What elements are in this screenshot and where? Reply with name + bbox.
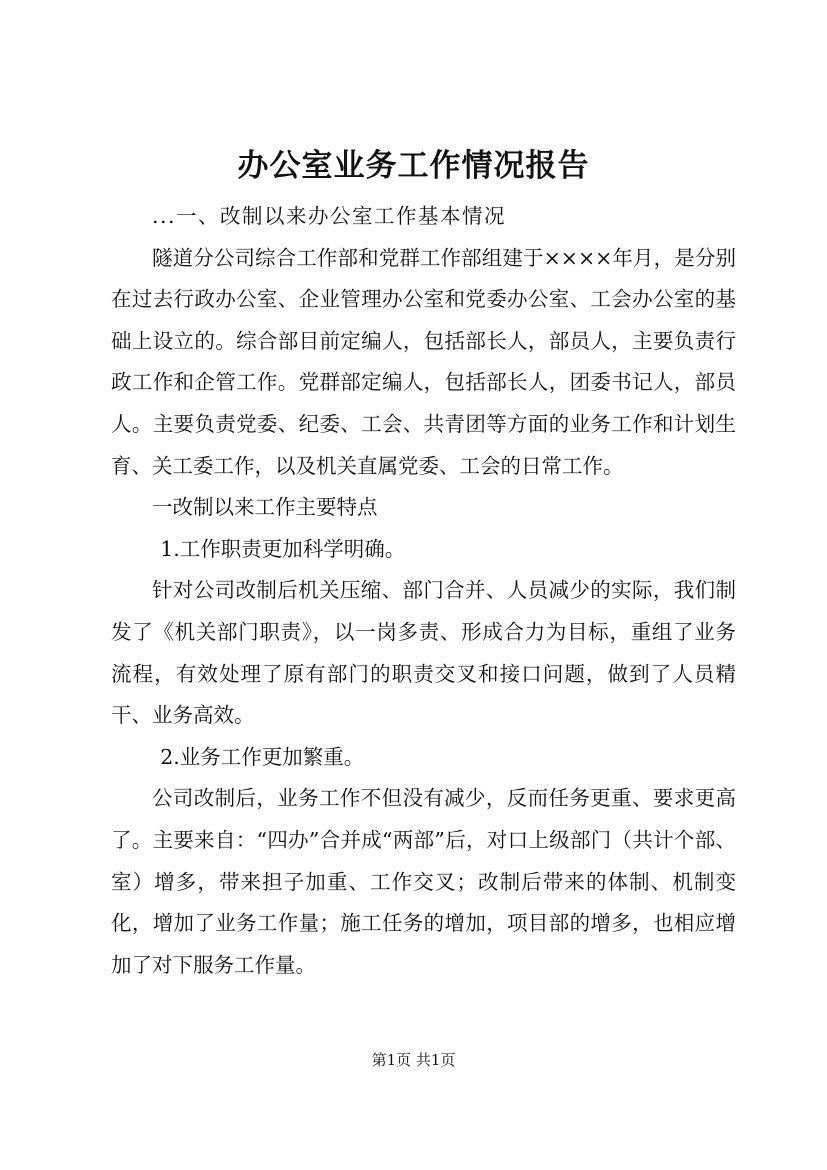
section-heading: ...一、改制以来办公室工作基本情况 xyxy=(152,204,507,228)
paragraph: 公司改制后，业务工作不但没有减少，反而任务更重、要求更高了。主要来自：“四办”合并成“两部”后，对口上级部门（共计个部、室）增多，带来担子加重、工作交叉；改制后带来的体制、机制变化，增加了业务工作量；施工任务的增加，项目部的增多，也相应增加了对下服务工作量。 xyxy=(111,786,736,977)
numbered-heading: 1.工作职责更加科学明确。 xyxy=(160,536,406,561)
document-body xyxy=(111,196,736,986)
numbered-heading: 2.业务工作更加繁重。 xyxy=(160,744,365,769)
paragraph: 隧道分公司综合工作部和党群工作部组建于××××年月，是分别在过去行政办公室、企业管理办公室和党委办公室、工会办公室的基础上设立的。综合部目前定编人，包括部长人，部员人，主要负责行政工作和企管工作。党群部定编人，包括部长人，团委书记人，部员人。主要负责党委、纪委、工会、共青团等方面的业务工作和计划生育、关工委工作，以及机关直属党委、工会的日常工作。 xyxy=(111,245,736,478)
paragraph: 针对公司改制后机关压缩、部门合并、人员减少的实际，我们制发了《机关部门职责》，以一岗多责、形成合力为目标，重组了业务流程，有效处理了原有部门的职责交叉和接口问题，做到了人员精干、业务高效。 xyxy=(111,578,736,728)
page-number-footer: 第1页 共1页 xyxy=(371,1051,456,1069)
subsection-heading: 一改制以来工作主要特点 xyxy=(152,495,378,520)
document-title: 办公室业务工作情况报告 xyxy=(237,148,590,184)
